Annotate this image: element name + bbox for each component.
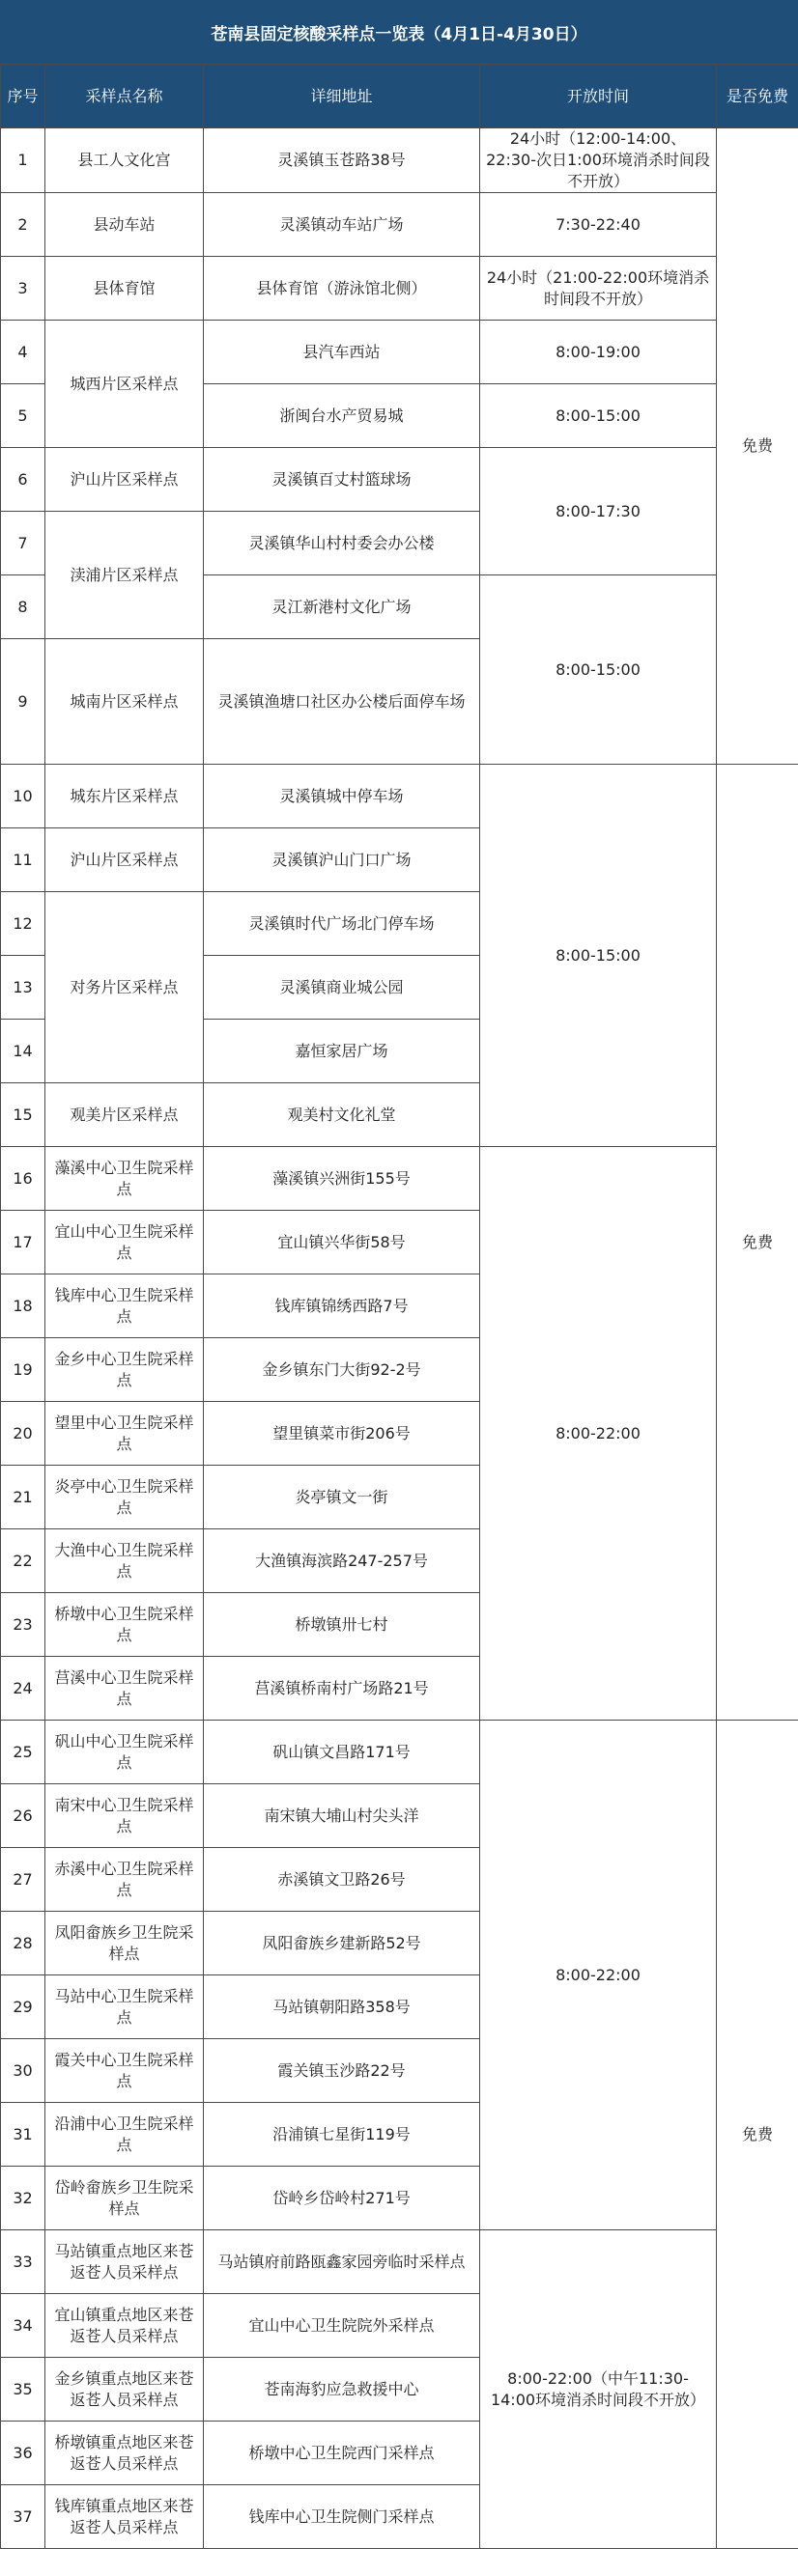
- row-index: 30: [1, 2039, 45, 2103]
- site-name: 凤阳畲族乡卫生院采样点: [45, 1912, 204, 1975]
- header-row: [1, 65, 798, 128]
- row-index: 25: [1, 1721, 45, 1784]
- site-address: 钱库镇锦绣西路7号: [204, 1274, 480, 1338]
- site-address: 金乡镇东门大街92-2号: [204, 1338, 480, 1402]
- site-address: 灵溪镇动车站广场: [204, 193, 480, 257]
- site-address: 矾山镇文昌路171号: [204, 1721, 480, 1784]
- site-name: 宜山中心卫生院采样点: [45, 1211, 204, 1274]
- site-address: 宜山中心卫生院院外采样点: [204, 2294, 480, 2358]
- table-row: [1, 448, 798, 512]
- site-name: 渎浦片区采样点: [45, 512, 204, 639]
- site-name: 莒溪中心卫生院采样点: [45, 1657, 204, 1721]
- site-address: 南宋镇大埔山村尖头洋: [204, 1784, 480, 1848]
- site-name: 沿浦中心卫生院采样点: [45, 2103, 204, 2167]
- row-index: 6: [1, 448, 45, 512]
- site-name: 桥墩中心卫生院采样点: [45, 1593, 204, 1657]
- opening-hours: 8:00-22:00: [480, 1147, 717, 1721]
- site-address: 灵溪镇城中停车场: [204, 765, 480, 828]
- free-status: 免费: [717, 128, 798, 765]
- row-index: 21: [1, 1466, 45, 1529]
- site-address: 灵溪镇华山村村委会办公楼: [204, 512, 480, 575]
- site-name: 钱库镇重点地区来苍返苍人员采样点: [45, 2485, 204, 2549]
- row-index: 4: [1, 321, 45, 384]
- site-address: 县体育馆（游泳馆北侧）: [204, 257, 480, 321]
- opening-hours: 8:00-17:30: [480, 448, 717, 575]
- site-address: 沿浦镇七星街119号: [204, 2103, 480, 2167]
- site-name: 桥墩镇重点地区来苍返苍人员采样点: [45, 2422, 204, 2485]
- row-index: 34: [1, 2294, 45, 2358]
- row-index: 18: [1, 1274, 45, 1338]
- site-address: 炎亭镇文一街: [204, 1466, 480, 1529]
- row-index: 27: [1, 1848, 45, 1912]
- site-name: 赤溪中心卫生院采样点: [45, 1848, 204, 1912]
- table-row: [1, 128, 798, 193]
- site-address: 灵溪镇渔塘口社区办公楼后面停车场: [204, 639, 480, 765]
- col-header-name: 采样点名称: [45, 65, 204, 128]
- site-name: 观美片区采样点: [45, 1083, 204, 1147]
- site-name: 南宋中心卫生院采样点: [45, 1784, 204, 1848]
- site-address: 赤溪镇文卫路26号: [204, 1848, 480, 1912]
- row-index: 14: [1, 1020, 45, 1083]
- site-name: 霞关中心卫生院采样点: [45, 2039, 204, 2103]
- opening-hours: 24小时（12:00-14:00、22:30-次日1:00环境消杀时间段不开放）: [480, 128, 717, 193]
- row-index: 32: [1, 2167, 45, 2230]
- site-name: 炎亭中心卫生院采样点: [45, 1466, 204, 1529]
- site-address: 灵溪镇玉苍路38号: [204, 128, 480, 193]
- row-index: 12: [1, 892, 45, 956]
- site-name: 岱岭畲族乡卫生院采样点: [45, 2167, 204, 2230]
- row-index: 33: [1, 2230, 45, 2294]
- col-header-hours: 开放时间: [480, 65, 717, 128]
- site-name: 大渔中心卫生院采样点: [45, 1529, 204, 1593]
- site-name: 县体育馆: [45, 257, 204, 321]
- site-address: 马站镇朝阳路358号: [204, 1975, 480, 2039]
- row-index: 13: [1, 956, 45, 1020]
- site-name: 金乡镇重点地区来苍返苍人员采样点: [45, 2358, 204, 2422]
- opening-hours: 8:00-22:00（中午11:30-14:00环境消杀时间段不开放）: [480, 2230, 717, 2549]
- site-address: 大渔镇海滨路247-257号: [204, 1529, 480, 1593]
- site-name: 沪山片区采样点: [45, 448, 204, 512]
- table-row: [1, 1147, 798, 1211]
- site-address: 岱岭乡岱岭村271号: [204, 2167, 480, 2230]
- opening-hours: 8:00-15:00: [480, 384, 717, 448]
- site-address: 观美村文化礼堂: [204, 1083, 480, 1147]
- row-index: 26: [1, 1784, 45, 1848]
- site-name: 马站镇重点地区来苍返苍人员采样点: [45, 2230, 204, 2294]
- site-name: 马站中心卫生院采样点: [45, 1975, 204, 2039]
- site-address: 灵溪镇百丈村篮球场: [204, 448, 480, 512]
- opening-hours: 8:00-22:00: [480, 1721, 717, 2230]
- row-index: 11: [1, 828, 45, 892]
- row-index: 9: [1, 639, 45, 765]
- site-address: 灵溪镇时代广场北门停车场: [204, 892, 480, 956]
- col-header-index: 序号: [1, 65, 45, 128]
- free-status: 免费: [717, 1721, 798, 2549]
- site-address: 浙闽台水产贸易城: [204, 384, 480, 448]
- free-status: 免费: [717, 765, 798, 1721]
- row-index: 16: [1, 1147, 45, 1211]
- row-index: 15: [1, 1083, 45, 1147]
- sampling-points-table: [0, 64, 798, 2549]
- row-index: 2: [1, 193, 45, 257]
- site-address: 灵溪镇商业城公园: [204, 956, 480, 1020]
- site-name: 金乡中心卫生院采样点: [45, 1338, 204, 1402]
- site-address: 莒溪镇桥南村广场路21号: [204, 1657, 480, 1721]
- row-index: 37: [1, 2485, 45, 2549]
- opening-hours: 7:30-22:40: [480, 193, 717, 257]
- table-row: [1, 2230, 798, 2294]
- site-name: 矾山中心卫生院采样点: [45, 1721, 204, 1784]
- site-address: 桥墩中心卫生院西门采样点: [204, 2422, 480, 2485]
- site-address: 霞关镇玉沙路22号: [204, 2039, 480, 2103]
- page-title: 苍南县固定核酸采样点一览表（4月1日-4月30日）: [0, 0, 798, 64]
- site-name: 县动车站: [45, 193, 204, 257]
- site-address: 望里镇菜市街206号: [204, 1402, 480, 1466]
- row-index: 31: [1, 2103, 45, 2167]
- row-index: 24: [1, 1657, 45, 1721]
- opening-hours: 8:00-15:00: [480, 575, 717, 765]
- site-address: 灵溪镇沪山门口广场: [204, 828, 480, 892]
- row-index: 5: [1, 384, 45, 448]
- table-row: [1, 257, 798, 321]
- site-address: 凤阳畲族乡建新路52号: [204, 1912, 480, 1975]
- col-header-address: 详细地址: [204, 65, 480, 128]
- site-address: 马站镇府前路瓯鑫家园旁临时采样点: [204, 2230, 480, 2294]
- col-header-free: 是否免费: [717, 65, 798, 128]
- row-index: 29: [1, 1975, 45, 2039]
- row-index: 28: [1, 1912, 45, 1975]
- site-name: 望里中心卫生院采样点: [45, 1402, 204, 1466]
- site-address: 藻溪镇兴洲街155号: [204, 1147, 480, 1211]
- site-name: 县工人文化宫: [45, 128, 204, 193]
- row-index: 22: [1, 1529, 45, 1593]
- row-index: 19: [1, 1338, 45, 1402]
- site-name: 城南片区采样点: [45, 639, 204, 765]
- table-row: [1, 1721, 798, 1784]
- site-name: 藻溪中心卫生院采样点: [45, 1147, 204, 1211]
- table-row: [1, 765, 798, 828]
- row-index: 35: [1, 2358, 45, 2422]
- opening-hours: 8:00-19:00: [480, 321, 717, 384]
- site-address: 县汽车西站: [204, 321, 480, 384]
- site-address: 钱库中心卫生院侧门采样点: [204, 2485, 480, 2549]
- row-index: 7: [1, 512, 45, 575]
- site-name: 宜山镇重点地区来苍返苍人员采样点: [45, 2294, 204, 2358]
- row-index: 8: [1, 575, 45, 639]
- site-address: 宜山镇兴华街58号: [204, 1211, 480, 1274]
- site-address: 灵江新港村文化广场: [204, 575, 480, 639]
- site-address: 苍南海豹应急救援中心: [204, 2358, 480, 2422]
- opening-hours: 24小时（21:00-22:00环境消杀时间段不开放）: [480, 257, 717, 321]
- row-index: 1: [1, 128, 45, 193]
- table-row: [1, 321, 798, 384]
- row-index: 10: [1, 765, 45, 828]
- table-row: [1, 193, 798, 257]
- site-address: 桥墩镇卅七村: [204, 1593, 480, 1657]
- site-address: 嘉恒家居广场: [204, 1020, 480, 1083]
- row-index: 3: [1, 257, 45, 321]
- opening-hours: 8:00-15:00: [480, 765, 717, 1147]
- site-name: 城东片区采样点: [45, 765, 204, 828]
- site-name: 城西片区采样点: [45, 321, 204, 448]
- row-index: 17: [1, 1211, 45, 1274]
- site-name: 沪山片区采样点: [45, 828, 204, 892]
- site-name: 钱库中心卫生院采样点: [45, 1274, 204, 1338]
- row-index: 36: [1, 2422, 45, 2485]
- row-index: 23: [1, 1593, 45, 1657]
- row-index: 20: [1, 1402, 45, 1466]
- site-name: 对务片区采样点: [45, 892, 204, 1083]
